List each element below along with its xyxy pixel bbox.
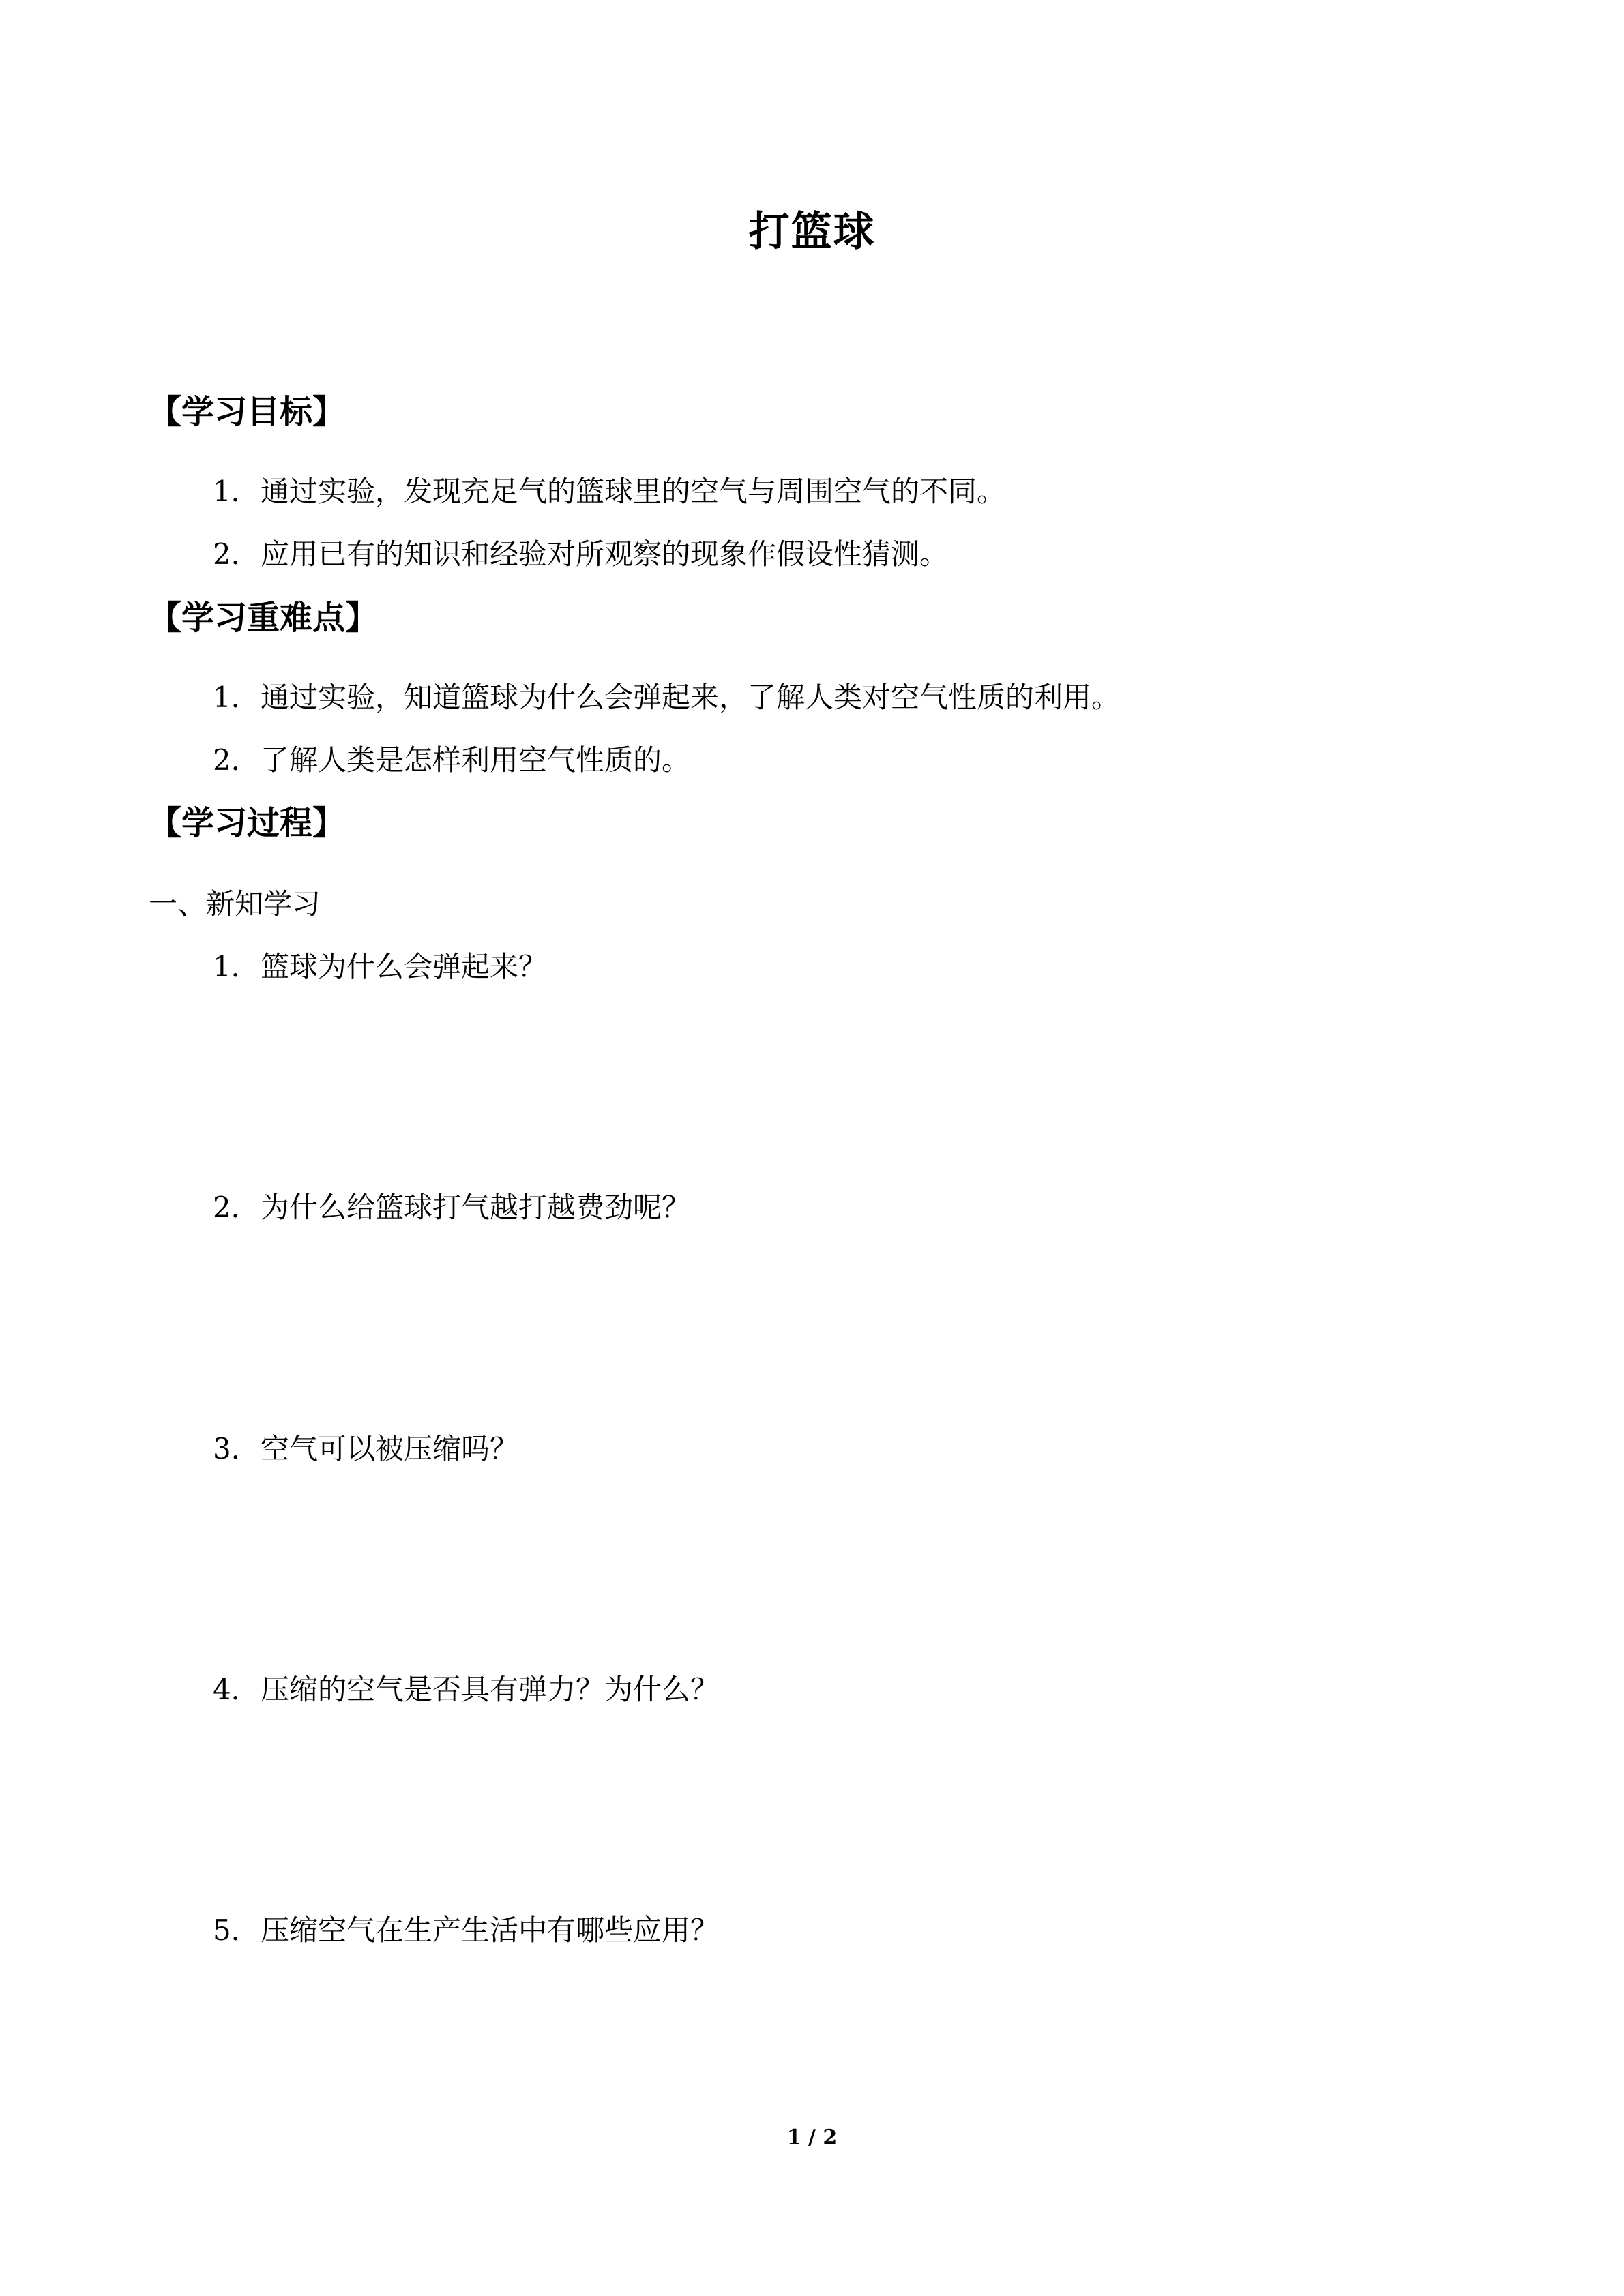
item-text: 为什么给篮球打气越打越费劲呢？ xyxy=(261,1191,691,1224)
item-number: 4． xyxy=(213,1673,260,1706)
item-number: 2． xyxy=(213,743,260,777)
item-text: 了解人类是怎样利用空气性质的。 xyxy=(261,743,691,777)
item-text: 通过实验，知道篮球为什么会弹起来，了解人类对空气性质的利用。 xyxy=(261,681,1121,714)
item-number: 2． xyxy=(213,1191,260,1224)
subsection-heading-new-knowledge: 一、新知学习 xyxy=(149,887,321,921)
question-item xyxy=(213,948,547,986)
item-number: 5． xyxy=(213,1913,260,1947)
objective-item xyxy=(213,473,1005,511)
section-heading-key-points: 【学习重难点】 xyxy=(149,599,379,637)
page-number: 1 / 2 xyxy=(786,2126,838,2149)
question-item xyxy=(213,1189,690,1227)
key-point-item xyxy=(213,741,690,779)
item-number: 1． xyxy=(213,950,260,983)
item-number: 2． xyxy=(213,537,260,571)
item-number: 3． xyxy=(213,1432,260,1465)
item-number: 1． xyxy=(213,681,260,714)
objective-item xyxy=(213,535,948,573)
question-item xyxy=(213,1671,719,1709)
item-text: 篮球为什么会弹起来？ xyxy=(261,950,548,983)
item-text: 通过实验，发现充足气的篮球里的空气与周围空气的不同。 xyxy=(261,475,1006,508)
item-text: 空气可以被压缩吗？ xyxy=(261,1432,519,1465)
document-title: 打篮球 xyxy=(748,208,876,256)
question-item xyxy=(213,1911,719,1950)
section-heading-process: 【学习过程】 xyxy=(149,804,346,842)
item-number: 1． xyxy=(213,475,260,508)
item-text: 压缩的空气是否具有弹力？为什么？ xyxy=(261,1673,720,1706)
item-text: 应用已有的知识和经验对所观察的现象作假设性猜测。 xyxy=(261,537,949,571)
item-text: 压缩空气在生产生活中有哪些应用？ xyxy=(261,1913,720,1947)
key-point-item xyxy=(213,679,1120,717)
section-heading-objectives: 【学习目标】 xyxy=(149,393,346,431)
question-item xyxy=(213,1430,518,1468)
